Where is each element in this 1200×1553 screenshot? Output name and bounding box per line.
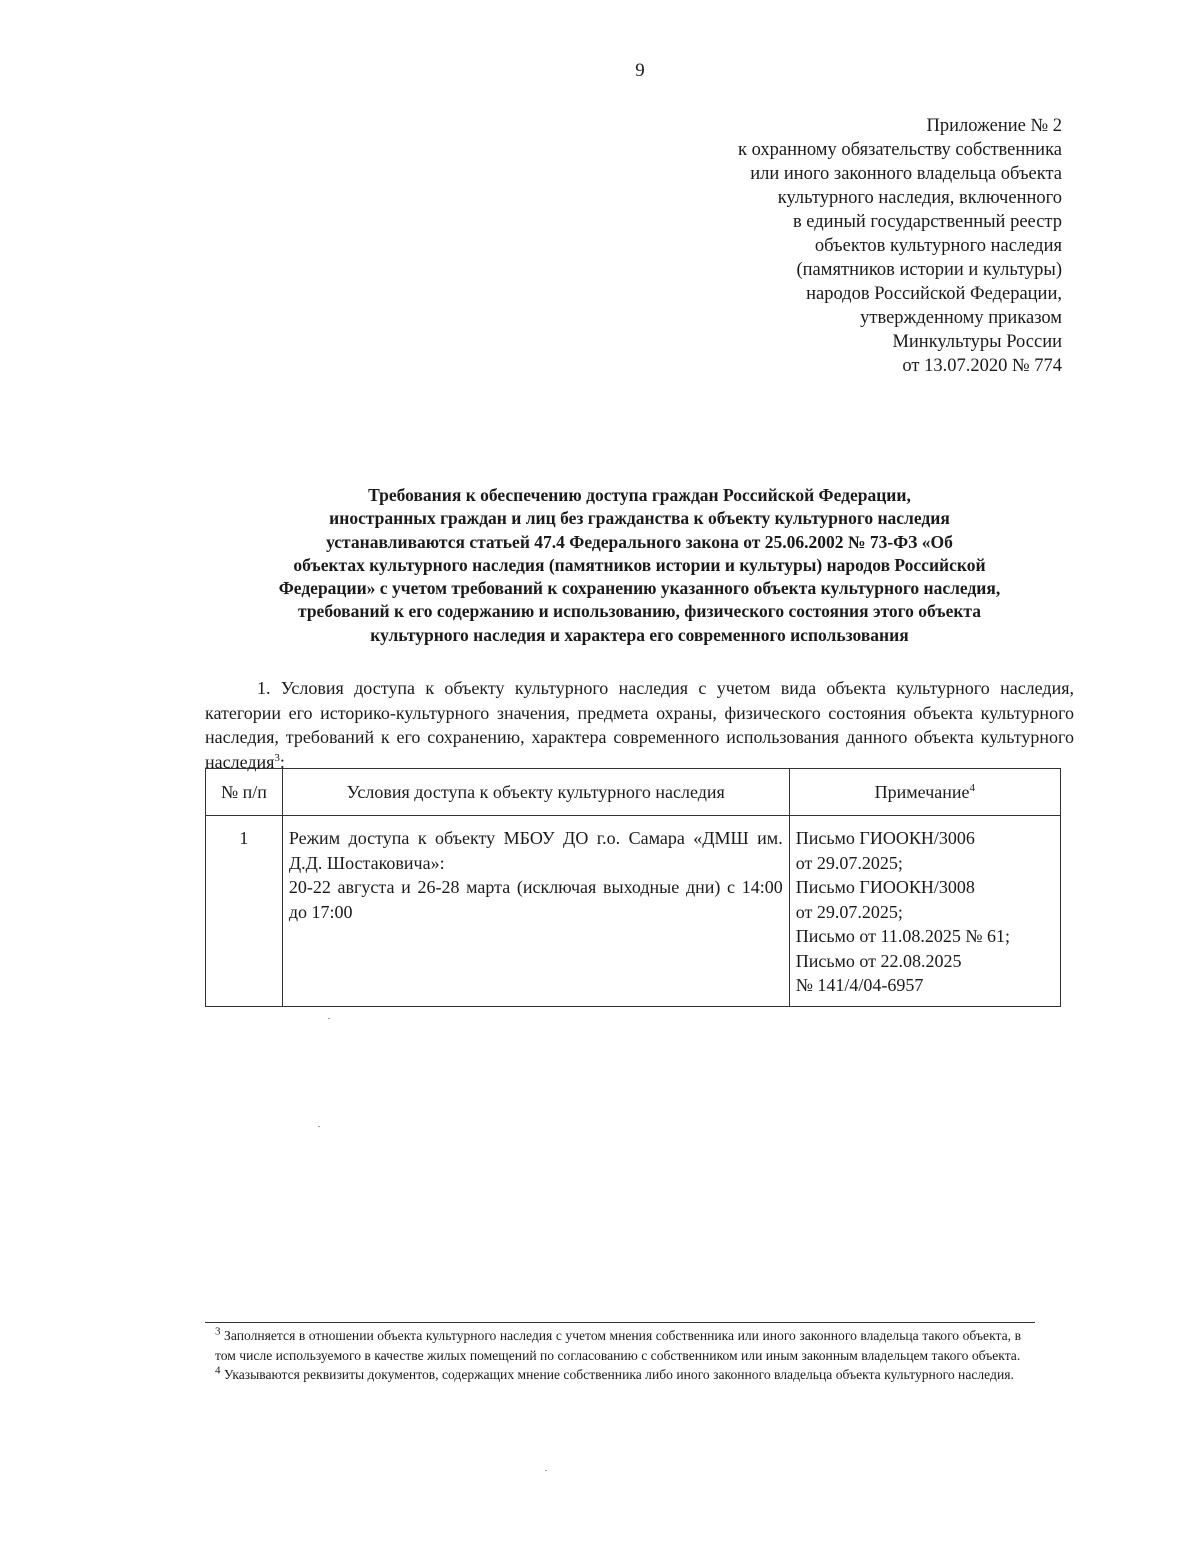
- scan-speck: [328, 1018, 330, 1019]
- footnote-ref-4: 4: [969, 781, 976, 794]
- conditions-line: 20-22 августа и 26-28 марта (исключая выходные дни) с 14:00 до 17:00: [288, 877, 783, 922]
- note-line: от 29.07.2025;: [795, 901, 903, 922]
- table-row: [206, 816, 1061, 1007]
- appendix-line: объектов культурного наследия: [814, 236, 1062, 256]
- access-conditions-table: [205, 768, 1061, 1007]
- appendix-line: культурного наследия, включенного: [777, 188, 1062, 208]
- note-line: Письмо ГИООКН/3006: [795, 828, 975, 848]
- appendix-line: Минкультуры России: [892, 332, 1062, 352]
- header-conditions: Условия доступа к объекту культурного наследия: [282, 769, 789, 816]
- access-conditions-paragraph: [205, 676, 1074, 774]
- note-line: Письмо от 22.08.2025: [795, 950, 962, 971]
- page-number: 9: [635, 60, 645, 81]
- cell-conditions: [282, 816, 789, 1007]
- appendix-line: Приложение № 2: [926, 116, 1062, 136]
- title-line: Требования к обеспечению доступа граждан Российской Федерации,: [368, 485, 911, 505]
- document-title: [205, 484, 1074, 647]
- note-line: Письмо от 11.08.2025 № 61;: [795, 926, 1011, 946]
- footnotes: [215, 1326, 1021, 1385]
- scan-speck: [318, 1126, 320, 1127]
- title-line: объектах культурного наследия (памятников истории и культуры) народов Российской: [293, 554, 986, 575]
- footnote-text: Заполняется в отношении объекта культурного наследия с учетом мнения собственника или иного законного владельца такого объекта, в том числе используемого в качестве жилых помещений по согласованию с собственником или иным законным владельцем такого объекта.: [215, 1328, 1021, 1363]
- title-line: иностранных граждан и лиц без гражданства к объекту культурного наследия: [329, 508, 950, 529]
- table-header-row: [206, 769, 1061, 816]
- cell-note: [789, 816, 1060, 1007]
- appendix-line: или иного законного владельца объекта: [750, 164, 1062, 184]
- note-line: Письмо ГИООКН/3008: [795, 877, 975, 897]
- cell-number: 1: [206, 816, 283, 1007]
- footnote-3: [215, 1326, 1021, 1365]
- appendix-line: к охранному обязательству собственника: [737, 140, 1062, 160]
- paragraph-text: 1. Условия доступа к объекту культурного наследия с учетом вида объекта культурного наследия, категории его историко-культурного значения, предмета охраны, физического состояния объекта культурного наследия, требований к его сохранению, характера современного использования данного объекта культурного наследия: [205, 678, 1074, 772]
- header-number: № п/п: [206, 769, 283, 816]
- footnote-number: 4: [215, 1364, 221, 1377]
- conditions-line: Режим доступа к объекту МБОУ ДО г.о. Самара «ДМШ им. Д.Д. Шостаковича»:: [288, 828, 783, 873]
- appendix-line: в единый государственный реестр: [792, 212, 1062, 232]
- title-line: требований к его содержанию и использованию, физического состояния этого объекта: [298, 601, 981, 622]
- scan-speck: [545, 1470, 547, 1471]
- note-line: от 29.07.2025;: [795, 852, 903, 873]
- appendix-line: (памятников истории и культуры): [796, 260, 1062, 280]
- footnote-ref-3: 3: [274, 751, 280, 764]
- title-line: Федерации» с учетом требований к сохранению указанного объекта культурного наследия,: [278, 578, 1001, 599]
- appendix-line: утвержденному приказом: [860, 308, 1062, 328]
- paragraph-suffix: :: [279, 751, 285, 772]
- appendix-line: народов Российской Федерации,: [806, 284, 1062, 304]
- title-line: культурного наследия и характера его современного использования: [370, 624, 909, 645]
- header-note: [789, 769, 1060, 816]
- appendix-header: [502, 114, 1062, 378]
- header-note-label: Примечание: [874, 781, 970, 802]
- footnote-number: 3: [215, 1325, 221, 1338]
- footnote-4: [215, 1365, 1021, 1385]
- footnote-text: Указываются реквизиты документов, содержащих мнение собственника либо иного законного владельца объекта культурного наследия.: [223, 1367, 1014, 1382]
- note-line: № 141/4/04-6957: [795, 975, 924, 995]
- title-line: устанавливаются статьей 47.4 Федерального закона от 25.06.2002 № 73-ФЗ «Об: [326, 531, 953, 552]
- appendix-line: от 13.07.2020 № 774: [902, 356, 1062, 376]
- footnote-divider: [205, 1322, 1035, 1323]
